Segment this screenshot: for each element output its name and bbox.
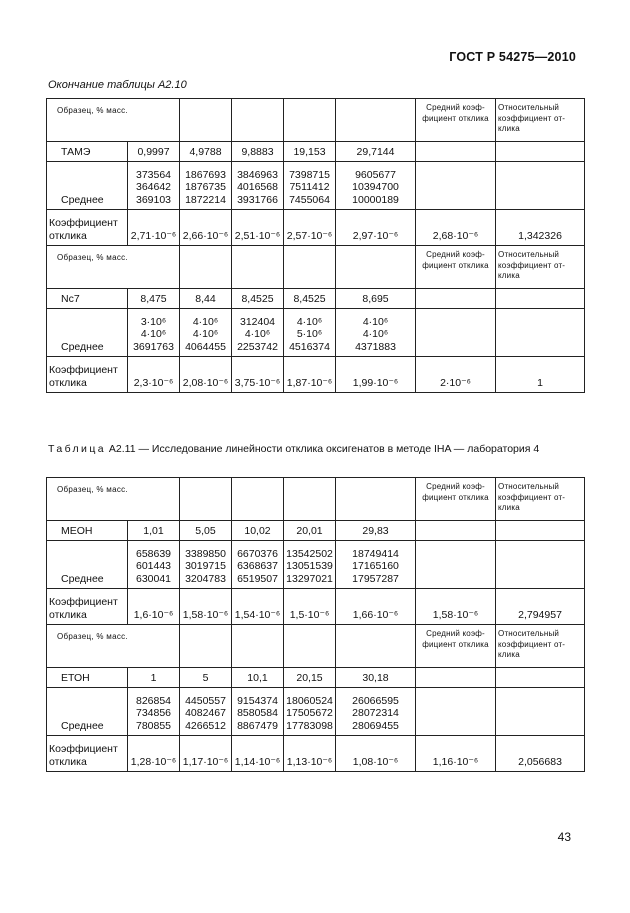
cell-line: 4064455 <box>185 340 226 353</box>
response-coef-cell: 1,6·10⁻⁶ <box>128 589 180 625</box>
concentration-cell: 20,15 <box>284 668 336 688</box>
cell-line: Средний коэф- <box>426 629 485 638</box>
area-values-cell <box>336 162 416 210</box>
response-coef-cell: 1,87·10⁻⁶ <box>284 357 336 393</box>
cell-line: 630041 <box>135 572 172 585</box>
rel-coef-cell: 1,342326 <box>496 210 585 246</box>
cell-line: Средний коэф- <box>426 482 485 491</box>
response-coef-cell: 1,13·10⁻⁶ <box>284 736 336 772</box>
rel-coef-header <box>496 625 585 668</box>
concentration-cell: 30,18 <box>336 668 416 688</box>
area-values-cell <box>232 541 284 589</box>
compound-name: МЕОН <box>47 521 128 541</box>
cell-line: 6670376 <box>237 547 278 560</box>
response-coef-cell: 1,99·10⁻⁶ <box>336 357 416 393</box>
cell-line: Средний коэф- <box>426 250 485 259</box>
cell-line: 17957287 <box>352 572 399 585</box>
compound-row <box>47 521 585 541</box>
cell-line: 26066595 <box>352 694 399 707</box>
cell-line: 17783098 <box>286 719 333 732</box>
cell-line: 3204783 <box>185 572 226 585</box>
area-values-cell <box>180 162 232 210</box>
compound-name: Nc7 <box>47 289 128 309</box>
response-coef-cell: 1,28·10⁻⁶ <box>128 736 180 772</box>
cell-line: 826854 <box>135 694 172 707</box>
cell-line: 4·10⁶ <box>244 328 271 340</box>
area-values-cell <box>336 309 416 357</box>
cell-line: 10000189 <box>352 193 399 206</box>
empty-cell <box>284 246 336 289</box>
empty-cell <box>496 688 585 736</box>
header-row <box>47 625 585 668</box>
concentration-cell: 8,4525 <box>232 289 284 309</box>
empty-cell <box>416 289 496 309</box>
cell-line: 7455064 <box>289 193 330 206</box>
empty-cell <box>180 246 232 289</box>
response-coef-cell: 2,97·10⁻⁶ <box>336 210 416 246</box>
cell-line: 364642 <box>135 181 172 193</box>
cell-line: клика <box>498 503 520 512</box>
empty-cell <box>416 541 496 589</box>
cell-line: коэффициент от- <box>498 639 566 649</box>
cell-line: 4516374 <box>289 340 330 353</box>
cell-line: 28069455 <box>352 719 399 732</box>
area-values-cell <box>284 541 336 589</box>
empty-cell <box>336 625 416 668</box>
cell-line: 6368637 <box>237 560 278 572</box>
cell-line: фициент отклика <box>422 260 489 270</box>
table-continuation-caption: Окончание таблицы А2.10 <box>48 79 187 91</box>
cell-line: 7511412 <box>289 181 330 193</box>
cell-line: клика <box>498 650 520 659</box>
cell-line: коэффициент от- <box>498 113 566 123</box>
area-values-cell <box>284 309 336 357</box>
compound-name: ЕТОН <box>47 668 128 688</box>
header-row <box>47 478 585 521</box>
area-values-cell <box>180 688 232 736</box>
cell-line: коэффициент от- <box>498 492 566 502</box>
cell-line: отклика <box>49 376 87 389</box>
area-values-cell <box>180 309 232 357</box>
empty-cell <box>496 521 585 541</box>
empty-cell <box>232 246 284 289</box>
response-coef-label <box>47 589 128 625</box>
cell-line: 18060524 <box>286 694 333 707</box>
mean-label: Среднее <box>47 688 128 736</box>
area-values-cell <box>336 541 416 589</box>
sample-header: Образец, % масс. <box>47 99 180 142</box>
cell-line: 4·10⁶ <box>192 328 219 340</box>
avg-coef-cell: 2,68·10⁻⁶ <box>416 210 496 246</box>
cell-line: 17165160 <box>352 560 399 572</box>
cell-line: 4016568 <box>237 181 278 193</box>
concentration-cell: 8,475 <box>128 289 180 309</box>
compound-row <box>47 142 585 162</box>
header-row <box>47 246 585 289</box>
empty-cell <box>416 142 496 162</box>
cell-line: 4266512 <box>185 719 226 732</box>
area-values-cell <box>284 688 336 736</box>
cell-line: 8867479 <box>237 719 278 732</box>
area-values-cell <box>128 162 180 210</box>
cell-line: отклика <box>49 608 87 621</box>
cell-line: отклика <box>49 755 87 768</box>
avg-coef-cell: 1,58·10⁻⁶ <box>416 589 496 625</box>
response-coef-cell: 2,71·10⁻⁶ <box>128 210 180 246</box>
cell-line: 8580584 <box>237 707 278 719</box>
table-word: Таблица <box>48 443 106 455</box>
cell-line: 13297021 <box>286 572 333 585</box>
cell-line: 3691763 <box>133 340 174 353</box>
concentration-cell: 1 <box>128 668 180 688</box>
cell-line: 3019715 <box>185 560 226 572</box>
cell-line: 780855 <box>135 719 172 732</box>
concentration-cell: 5 <box>180 668 232 688</box>
cell-line: Коэффициент <box>49 743 118 755</box>
standard-number: ГОСТ Р 54275—2010 <box>449 50 576 64</box>
empty-cell <box>416 162 496 210</box>
rel-coef-cell: 1 <box>496 357 585 393</box>
response-coef-cell: 1,5·10⁻⁶ <box>284 589 336 625</box>
cell-line: 312404 <box>239 315 276 328</box>
area-values-cell <box>336 688 416 736</box>
cell-line: 6519507 <box>237 572 278 585</box>
response-coef-cell: 2,3·10⁻⁶ <box>128 357 180 393</box>
response-coef-row <box>47 589 585 625</box>
empty-cell <box>416 688 496 736</box>
response-coef-label <box>47 736 128 772</box>
table-a2-10-end <box>46 98 585 393</box>
area-values-cell <box>232 688 284 736</box>
response-coef-cell: 2,57·10⁻⁶ <box>284 210 336 246</box>
empty-cell <box>180 478 232 521</box>
mean-row <box>47 309 585 357</box>
cell-line: 1876735 <box>185 181 226 193</box>
cell-line: 601443 <box>135 560 172 572</box>
cell-line: 4450557 <box>185 694 226 707</box>
mean-row <box>47 541 585 589</box>
cell-line: 4·10⁶ <box>296 315 323 328</box>
cell-line: клика <box>498 271 520 280</box>
cell-line: Коэффициент <box>49 596 118 608</box>
area-values-cell <box>232 309 284 357</box>
empty-cell <box>496 289 585 309</box>
cell-line: 17505672 <box>286 707 333 719</box>
rel-coef-header <box>496 246 585 289</box>
avg-coef-header <box>416 246 496 289</box>
concentration-cell: 9,8883 <box>232 142 284 162</box>
cell-line: 3·10⁶ <box>140 315 167 328</box>
cell-line: 7398715 <box>289 168 330 181</box>
area-values-cell <box>128 309 180 357</box>
cell-line: 3931766 <box>237 193 278 206</box>
cell-line: 5·10⁶ <box>296 328 323 340</box>
mean-label: Среднее <box>47 309 128 357</box>
concentration-cell: 10,02 <box>232 521 284 541</box>
cell-line: фициент отклика <box>422 113 489 123</box>
table-title: А2.11 — Исследование линейности отклика оксигенатов в методе IHA — лаборатория 4 <box>105 443 540 455</box>
cell-line: клика <box>498 124 520 133</box>
cell-line: 1867693 <box>185 168 226 181</box>
empty-cell <box>496 142 585 162</box>
cell-line: коэффициент от- <box>498 260 566 270</box>
concentration-cell: 5,05 <box>180 521 232 541</box>
response-coef-cell: 3,75·10⁻⁶ <box>232 357 284 393</box>
empty-cell <box>232 625 284 668</box>
mean-row <box>47 688 585 736</box>
empty-cell <box>284 99 336 142</box>
cell-line: 369103 <box>135 193 172 206</box>
cell-line: 4·10⁶ <box>362 328 389 340</box>
concentration-cell: 29,7144 <box>336 142 416 162</box>
response-coef-cell: 1,54·10⁻⁶ <box>232 589 284 625</box>
response-coef-row <box>47 210 585 246</box>
page-number: 43 <box>557 830 571 844</box>
table-a2-11 <box>46 477 585 772</box>
sample-header: Образец, % масс. <box>47 625 180 668</box>
cell-line: 658639 <box>135 547 172 560</box>
cell-line: 2253742 <box>237 340 278 353</box>
empty-cell <box>336 246 416 289</box>
avg-coef-cell: 2·10⁻⁶ <box>416 357 496 393</box>
concentration-cell: 19,153 <box>284 142 336 162</box>
response-coef-cell: 1,08·10⁻⁶ <box>336 736 416 772</box>
response-coef-row <box>47 357 585 393</box>
cell-line: 10394700 <box>352 181 399 193</box>
response-coef-cell: 2,66·10⁻⁶ <box>180 210 232 246</box>
mean-row <box>47 162 585 210</box>
cell-line: 4·10⁶ <box>140 328 167 340</box>
rel-coef-header <box>496 478 585 521</box>
cell-line: Относительный <box>498 103 560 112</box>
header-row <box>47 99 585 142</box>
response-coef-cell: 2,51·10⁻⁶ <box>232 210 284 246</box>
empty-cell <box>336 478 416 521</box>
concentration-cell: 8,44 <box>180 289 232 309</box>
avg-coef-header <box>416 625 496 668</box>
concentration-cell: 1,01 <box>128 521 180 541</box>
mean-label: Среднее <box>47 541 128 589</box>
response-coef-cell: 1,66·10⁻⁶ <box>336 589 416 625</box>
cell-line: 13051539 <box>286 560 333 572</box>
area-values-cell <box>128 688 180 736</box>
empty-cell <box>416 309 496 357</box>
sample-header: Образец, % масс. <box>47 478 180 521</box>
cell-line: Относительный <box>498 250 560 259</box>
cell-line: 3389850 <box>185 547 226 560</box>
concentration-cell: 10,1 <box>232 668 284 688</box>
compound-name: ТАМЭ <box>47 142 128 162</box>
cell-line: 373564 <box>135 168 172 181</box>
area-values-cell <box>284 162 336 210</box>
cell-line: 18749414 <box>352 547 399 560</box>
cell-line: отклика <box>49 229 87 242</box>
response-coef-cell: 1,17·10⁻⁶ <box>180 736 232 772</box>
rel-coef-cell: 2,794957 <box>496 589 585 625</box>
cell-line: 3846963 <box>237 168 278 181</box>
cell-line: 9154374 <box>237 694 278 707</box>
empty-cell <box>284 625 336 668</box>
concentration-cell: 29,83 <box>336 521 416 541</box>
cell-line: Относительный <box>498 482 560 491</box>
empty-cell <box>284 478 336 521</box>
empty-cell <box>496 309 585 357</box>
empty-cell <box>336 99 416 142</box>
response-coef-cell: 1,14·10⁻⁶ <box>232 736 284 772</box>
cell-line: 734856 <box>135 707 172 719</box>
concentration-cell: 8,4525 <box>284 289 336 309</box>
cell-line: фициент отклика <box>422 639 489 649</box>
response-coef-label <box>47 210 128 246</box>
concentration-cell: 8,695 <box>336 289 416 309</box>
cell-line: Средний коэф- <box>426 103 485 112</box>
cell-line: 4·10⁶ <box>362 315 389 328</box>
mean-label: Среднее <box>47 162 128 210</box>
empty-cell <box>496 541 585 589</box>
empty-cell <box>416 521 496 541</box>
empty-cell <box>232 99 284 142</box>
cell-line: Коэффициент <box>49 217 118 229</box>
cell-line: 13542502 <box>286 547 333 560</box>
compound-row <box>47 668 585 688</box>
empty-cell <box>416 668 496 688</box>
cell-line: Относительный <box>498 629 560 638</box>
response-coef-cell: 1,58·10⁻⁶ <box>180 589 232 625</box>
area-values-cell <box>180 541 232 589</box>
response-coef-cell: 2,08·10⁻⁶ <box>180 357 232 393</box>
concentration-cell: 0,9997 <box>128 142 180 162</box>
concentration-cell: 20,01 <box>284 521 336 541</box>
response-coef-label <box>47 357 128 393</box>
sample-header: Образец, % масс. <box>47 246 180 289</box>
cell-line: Коэффициент <box>49 364 118 376</box>
cell-line: 28072314 <box>352 707 399 719</box>
concentration-cell: 4,9788 <box>180 142 232 162</box>
cell-line: 4082467 <box>185 707 226 719</box>
avg-coef-header <box>416 99 496 142</box>
rel-coef-header <box>496 99 585 142</box>
area-values-cell <box>232 162 284 210</box>
empty-cell <box>180 625 232 668</box>
response-coef-row <box>47 736 585 772</box>
avg-coef-cell: 1,16·10⁻⁶ <box>416 736 496 772</box>
compound-row <box>47 289 585 309</box>
rel-coef-cell: 2,056683 <box>496 736 585 772</box>
empty-cell <box>180 99 232 142</box>
cell-line: 1872214 <box>185 193 226 206</box>
avg-coef-header <box>416 478 496 521</box>
cell-line: 4371883 <box>355 340 396 353</box>
empty-cell <box>496 668 585 688</box>
area-values-cell <box>128 541 180 589</box>
cell-line: фициент отклика <box>422 492 489 502</box>
cell-line: 9605677 <box>355 168 396 181</box>
empty-cell <box>496 162 585 210</box>
empty-cell <box>232 478 284 521</box>
cell-line: 4·10⁶ <box>192 315 219 328</box>
table-caption <box>48 443 539 455</box>
